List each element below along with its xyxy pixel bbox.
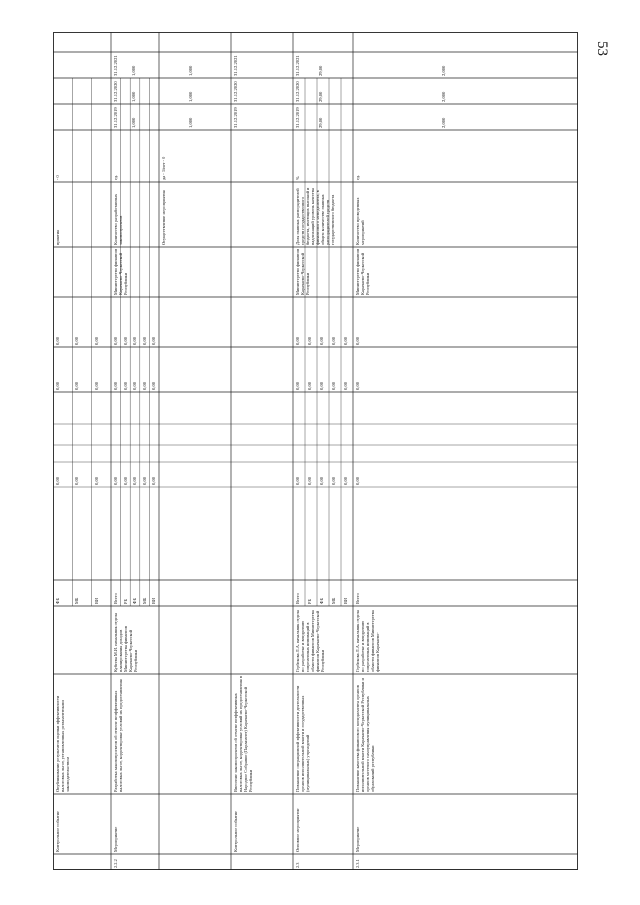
row-number: 2.3.1 xyxy=(355,859,360,868)
funding-source: ВИ xyxy=(93,597,99,604)
row-date: 31.12.2020 xyxy=(233,81,238,102)
row-name: Повышение операционной эффективности деятельности органов исполнительной власти и государственных (муниципальных) учреждений xyxy=(295,684,310,792)
funding-value: 0,00 xyxy=(295,336,300,345)
row-target: 1,000 xyxy=(131,117,137,128)
funding-value: 0,00 xyxy=(319,381,324,390)
funding-source: Всего xyxy=(355,593,360,604)
funding-value: 0,00 xyxy=(55,476,60,485)
row-unit: ед. xyxy=(113,174,118,180)
funding-value: 0,00 xyxy=(331,381,336,390)
funding-value: 0,00 xyxy=(151,336,157,345)
row-number: 2.3 xyxy=(295,862,300,868)
row-target: 1,000 xyxy=(131,91,137,102)
funding-value: 0,00 xyxy=(141,476,147,485)
row-unit: % xyxy=(295,176,300,180)
row-date: 31.12.2019 xyxy=(113,107,118,128)
funding-source: ФБ xyxy=(319,598,324,604)
funding-source: МБ xyxy=(141,597,147,604)
row-target: 1,000 xyxy=(188,117,194,128)
row-name: Разработка законопроектов об отмене неэффективных налоговых льгот, корректировке условий их предоставления xyxy=(113,679,123,792)
row-date: 31.12.2019 xyxy=(233,107,238,128)
row-date: 31.12.2020 xyxy=(295,81,300,102)
funding-source: МБ xyxy=(331,597,336,604)
row-indicator: Осуществление мероприятия xyxy=(161,190,166,245)
row-responsible: Гербекова Л.А. начальник отдела по разработке и внедрению современных инноваций в области финансов Министерства финансов Карачаево-Черкесской Республики xyxy=(295,609,325,672)
row-date: 31.12.2021 xyxy=(295,55,300,76)
row-unit: да - 1/нет - 0 xyxy=(161,156,166,180)
row-executor: Министерство финансов Карачаево-Черкесской Республики xyxy=(355,248,370,295)
funding-value: 0,00 xyxy=(122,476,128,485)
row-target: 1,000 xyxy=(188,91,194,102)
funding-source: МБ xyxy=(74,597,80,604)
funding-value: 0,00 xyxy=(355,336,360,345)
funding-value: 0,00 xyxy=(132,476,138,485)
row-date: 31.12.2020 xyxy=(113,81,118,102)
funding-source: Всего xyxy=(113,593,118,604)
row-target: 2,000 xyxy=(440,65,446,76)
funding-value: 0,00 xyxy=(55,381,60,390)
row-name: Внесение законопроектов об отмене неэффективных налоговых льгот, корректировке условий их предоставления в Народное Собрание (Парламент) Карачаево-Черкесской Республики xyxy=(233,675,253,792)
funding-value: 0,00 xyxy=(122,336,128,345)
row-target: 2,000 xyxy=(440,117,446,128)
row-name: Опубликование результатов оценки эффективности налоговых льгот, установленных регламентными законодательством xyxy=(55,694,70,792)
funding-value: 0,00 xyxy=(355,476,360,485)
funding-value: 0,00 xyxy=(132,381,138,390)
row-type: Мероприятие xyxy=(355,826,360,852)
funding-value: 0,00 xyxy=(343,336,348,345)
row-type: Основное мероприятие xyxy=(295,808,300,852)
funding-source: Всего xyxy=(295,593,300,604)
funding-value: 0,00 xyxy=(141,381,147,390)
funding-value: 0,00 xyxy=(355,381,360,390)
funding-value: 0,00 xyxy=(307,381,312,390)
row-indicator: Количество проведенных мероприятий xyxy=(355,196,365,245)
row-name: Повышение качества финансового менеджмента органов исполнительной власти Карачаево-Черкесской Республики и органов местного самоуправления муниципальных образований республики xyxy=(355,677,375,792)
funding-value: 0,00 xyxy=(307,476,312,485)
funding-value: 0,00 xyxy=(343,476,348,485)
funding-value: 0,00 xyxy=(141,336,147,345)
funding-value: 0,00 xyxy=(343,381,348,390)
funding-value: 0,00 xyxy=(93,476,99,485)
row-responsible: Кубеева М.И. начальник отдела планирования доходов Министерства финансов Карачаево-Черкесской Республики xyxy=(113,611,138,672)
row-indicator: Количество разработанных законопроектов xyxy=(113,192,123,245)
funding-source: ВИ xyxy=(343,597,348,604)
row-unit: - 0 xyxy=(55,175,60,180)
funding-value: 0,00 xyxy=(151,381,157,390)
row-unit: ед. xyxy=(355,174,360,180)
row-indicator: Доля главных распорядителей средств государственного бюджета, имеющих высокий и надлежащий уровень качества финансового менеджмента, в общем количестве главных распорядителей средств государственного бюджета xyxy=(295,186,335,245)
row-date: 31.12.2021 xyxy=(233,55,238,76)
funding-source: РБ xyxy=(122,599,128,604)
funding-source: ФБ xyxy=(132,598,138,604)
row-number: 2.2.2 xyxy=(113,859,118,868)
funding-value: 0,00 xyxy=(113,336,118,345)
row-target: 29,00 xyxy=(317,117,323,128)
row-target: 29,00 xyxy=(317,65,323,76)
row-executor: Министерство финансов Карачаево-Черкесской Республики xyxy=(113,248,128,295)
funding-value: 0,00 xyxy=(93,336,99,345)
row-date: 31.12.2021 xyxy=(113,55,118,76)
row-target: 29,00 xyxy=(317,91,323,102)
funding-value: 0,00 xyxy=(122,381,128,390)
funding-value: 0,00 xyxy=(151,476,157,485)
funding-source: РБ xyxy=(307,599,312,604)
row-executor: Министерство финансов Карачаево-Черкесской Республики xyxy=(295,248,310,295)
funding-source: ФБ xyxy=(55,598,60,604)
funding-value: 0,00 xyxy=(113,476,118,485)
funding-value: 0,00 xyxy=(93,381,99,390)
row-indicator: приятия xyxy=(55,229,60,245)
funding-value: 0,00 xyxy=(295,381,300,390)
funding-value: 0,00 xyxy=(55,336,60,345)
row-type: Мероприятие xyxy=(113,826,118,852)
funding-source: ВИ xyxy=(151,597,157,604)
row-target: 1,000 xyxy=(188,65,194,76)
row-date: 31.12.2019 xyxy=(295,107,300,128)
funding-value: 0,00 xyxy=(74,381,80,390)
budget-table xyxy=(53,32,578,870)
funding-value: 0,00 xyxy=(319,336,324,345)
funding-value: 0,00 xyxy=(331,336,336,345)
funding-value: 0,00 xyxy=(132,336,138,345)
funding-value: 0,00 xyxy=(74,336,80,345)
funding-value: 0,00 xyxy=(307,336,312,345)
row-responsible: Гербекова Л.А. начальник отдела по разработке и внедрению современных инноваций в области финансов Министерства финансов Карачаево- xyxy=(355,609,380,672)
funding-value: 0,00 xyxy=(113,381,118,390)
funding-value: 0,00 xyxy=(319,476,324,485)
funding-value: 0,00 xyxy=(331,476,336,485)
funding-value: 0,00 xyxy=(295,476,300,485)
funding-value: 0,00 xyxy=(74,476,80,485)
row-target: 2,000 xyxy=(440,91,446,102)
page-number: 53 xyxy=(594,41,610,56)
row-type: Контрольное событие xyxy=(233,811,238,852)
row-type: Контрольное событие xyxy=(55,811,60,852)
row-target: 1,000 xyxy=(131,65,137,76)
